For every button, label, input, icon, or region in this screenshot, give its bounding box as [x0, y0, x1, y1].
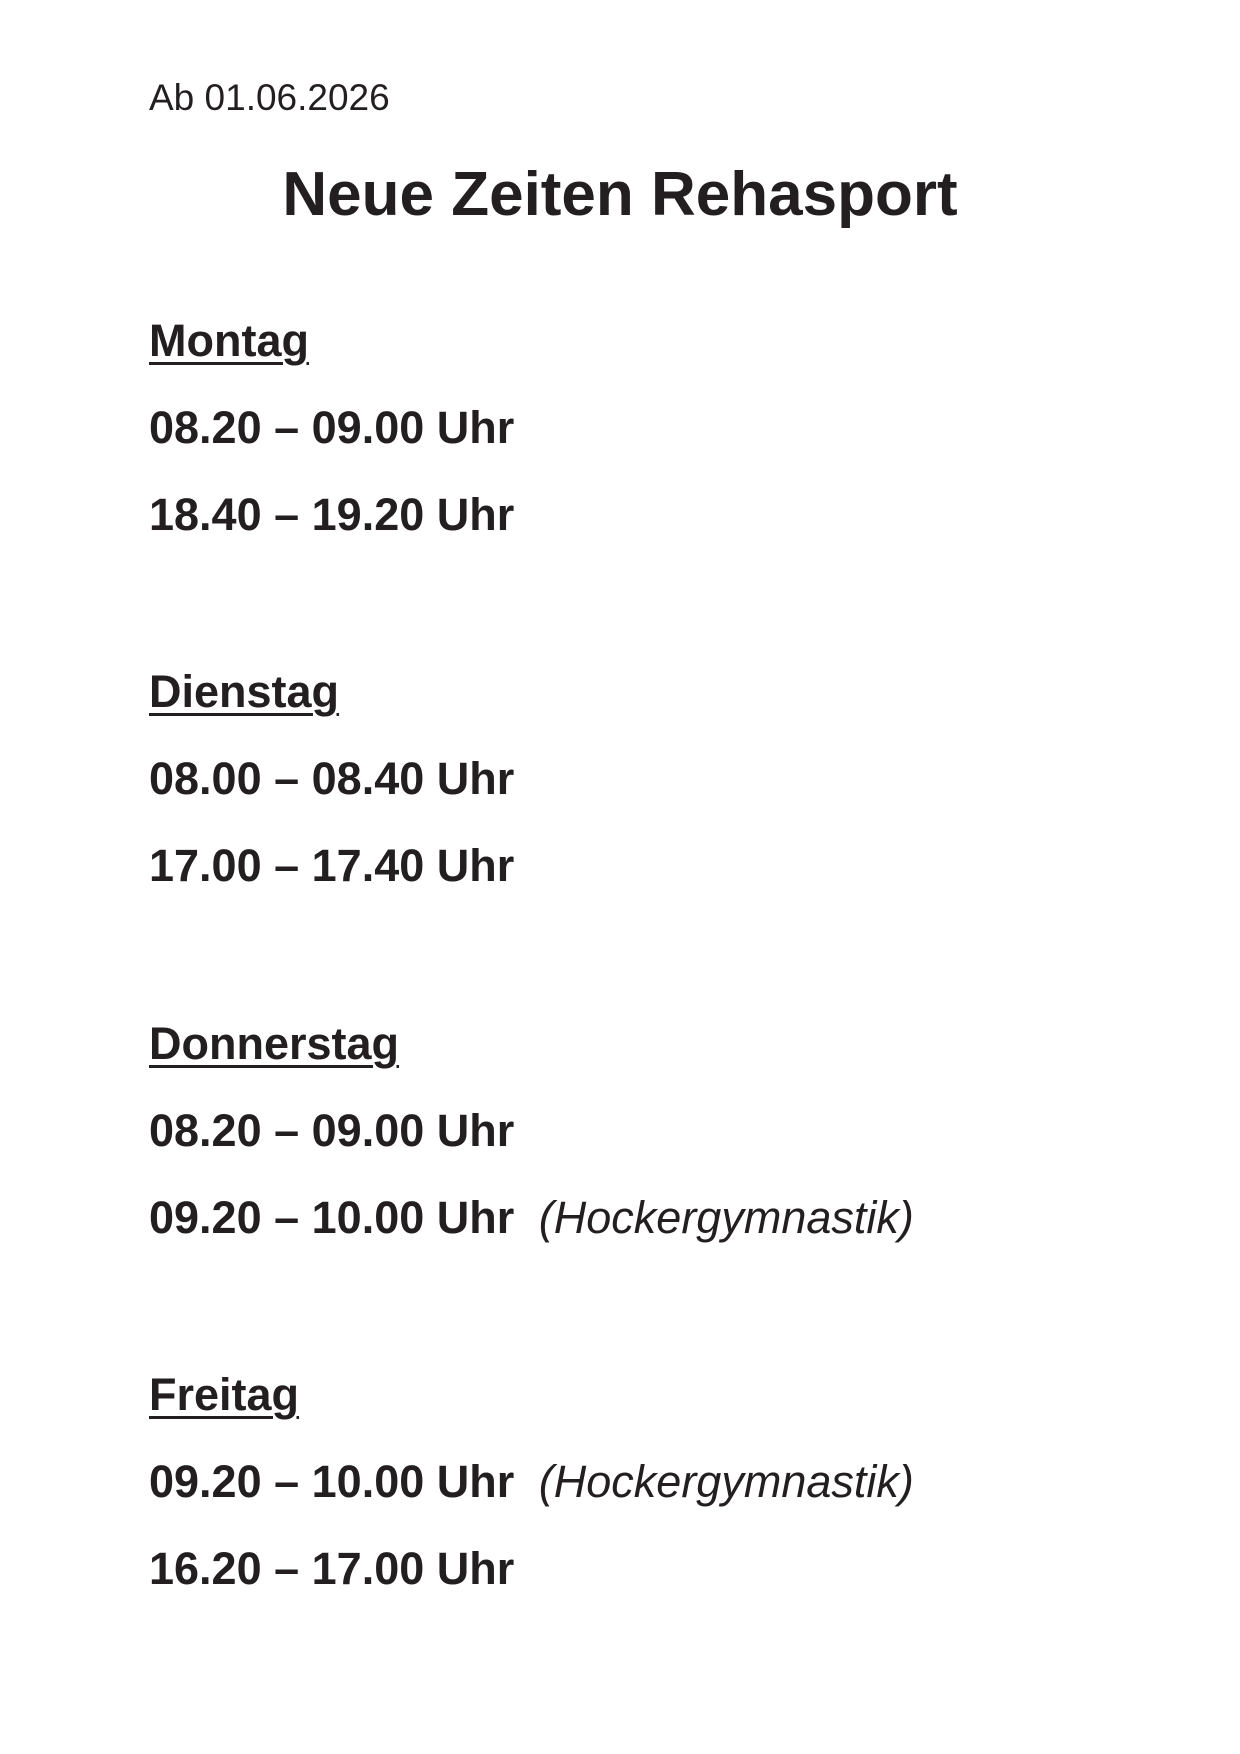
page-title: Neue Zeiten Rehasport	[282, 160, 958, 229]
time-slot	[149, 1455, 914, 1509]
day-name: Dienstag	[149, 666, 340, 717]
time-slot	[149, 1542, 914, 1596]
slot-time: 16.20 – 17.00 Uhr	[149, 1543, 515, 1594]
time-slot	[149, 1191, 914, 1245]
slot-time: 09.20 – 10.00 Uhr	[149, 1456, 515, 1507]
time-slot	[149, 1104, 914, 1158]
slot-time: 18.40 – 19.20 Uhr	[149, 489, 515, 540]
day-block-dienstag	[149, 665, 514, 893]
day-block-montag	[149, 314, 514, 542]
day-name: Freitag	[149, 1369, 300, 1420]
time-slot	[149, 401, 514, 455]
time-slot	[149, 488, 514, 542]
time-slot	[149, 839, 514, 893]
slot-time: 09.20 – 10.00 Uhr	[149, 1192, 515, 1243]
day-name: Donnerstag	[149, 1018, 400, 1069]
slot-note: (Hockergymnastik)	[538, 1192, 914, 1243]
time-slot	[149, 752, 514, 806]
day-block-freitag	[149, 1368, 914, 1596]
effective-date: Ab 01.06.2026	[149, 77, 390, 118]
day-name: Montag	[149, 315, 309, 366]
slot-time: 08.20 – 09.00 Uhr	[149, 1105, 515, 1156]
day-block-donnerstag	[149, 1017, 914, 1245]
slot-time: 08.00 – 08.40 Uhr	[149, 753, 515, 804]
slot-time: 08.20 – 09.00 Uhr	[149, 402, 515, 453]
slot-note: (Hockergymnastik)	[538, 1456, 914, 1507]
slot-time: 17.00 – 17.40 Uhr	[149, 840, 515, 891]
